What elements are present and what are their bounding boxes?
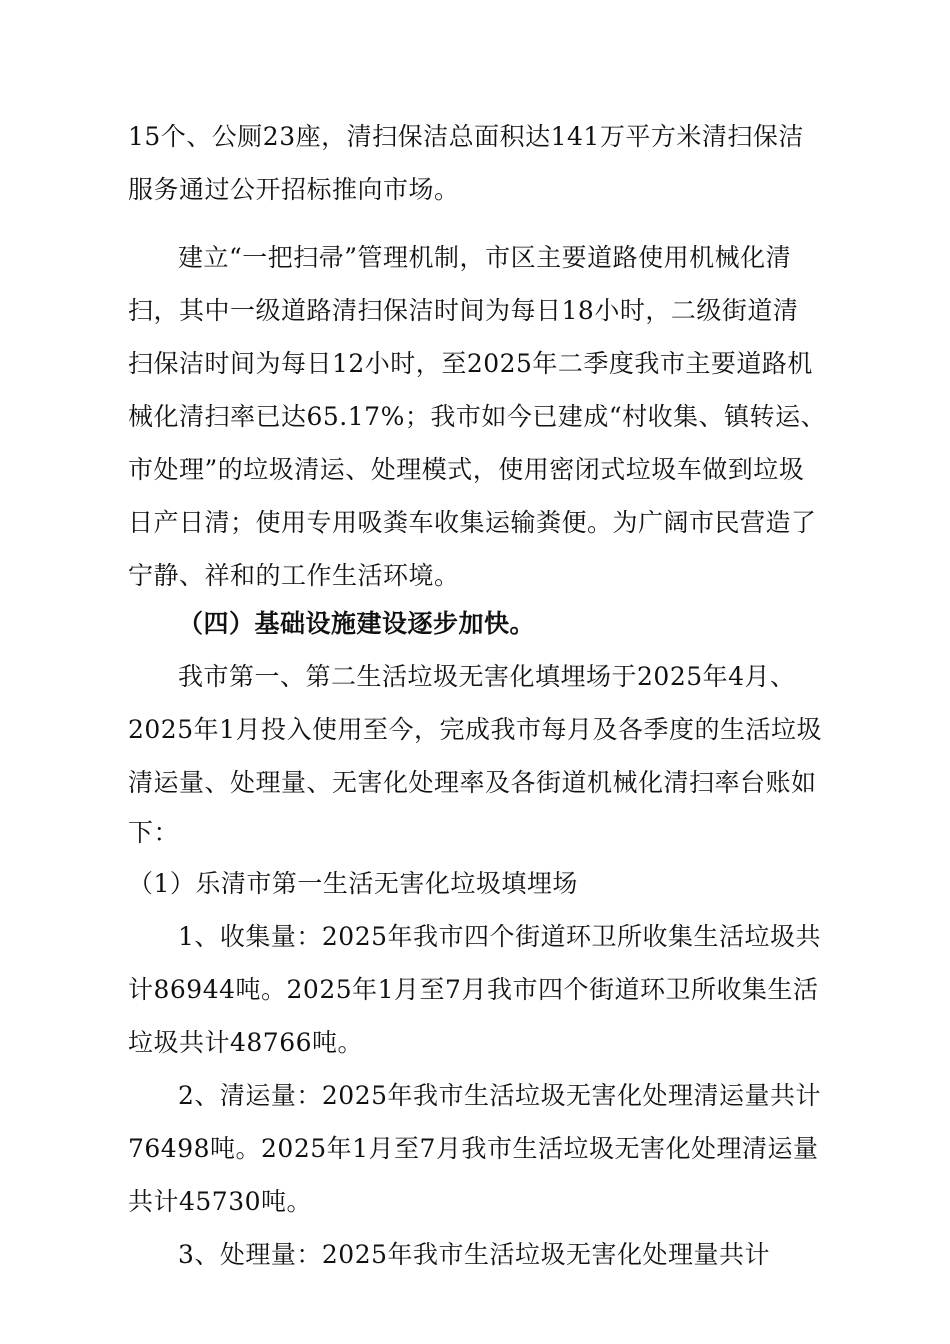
paragraph-first-line: 建立“一把扫帚”管理机制，市区主要道路使用机械化清: [178, 243, 792, 272]
text-line: 共计45730吨。: [128, 1187, 313, 1216]
subsection-heading: （1）乐清市第一生活无害化垃圾填埋场: [128, 869, 578, 898]
text-line: 2025年1月投入使用至今，完成我市每月及各季度的生活垃圾: [128, 715, 823, 744]
paragraph-first-line: 1、收集量：2025年我市四个街道环卫所收集生活垃圾共: [178, 922, 822, 951]
text-line: 下：: [128, 818, 180, 847]
text-line: 15个、公厕23座，清扫保洁总面积达141万平方米清扫保洁: [128, 122, 804, 151]
text-line: 垃圾共计48766吨。: [128, 1028, 364, 1057]
paragraph-first-line: 3、处理量：2025年我市生活垃圾无害化处理量共计: [178, 1240, 771, 1269]
text-line: 76498吨。2025年1月至7月我市生活垃圾无害化处理清运量: [128, 1134, 819, 1163]
text-line: 计86944吨。2025年1月至7月我市四个街道环卫所收集生活: [128, 975, 819, 1004]
text-line: 械化清扫率已达65.17%；我市如今已建成“村收集、镇转运、: [128, 402, 827, 431]
paragraph-first-line: 2、清运量：2025年我市生活垃圾无害化处理清运量共计: [178, 1081, 822, 1110]
text-line: 扫保洁时间为每日12小时，至2025年二季度我市主要道路机: [128, 349, 813, 378]
paragraph-first-line: 我市第一、第二生活垃圾无害化填埋场于2025年4月、: [178, 662, 796, 691]
section-heading: （四）基础设施建设逐步加快。: [178, 609, 536, 638]
text-line: 扫，其中一级道路清扫保洁时间为每日18小时，二级街道清: [128, 296, 799, 325]
text-line: 市处理”的垃圾清运、处理模式，使用密闭式垃圾车做到垃圾: [128, 455, 805, 484]
text-line: 宁静、祥和的工作生活环境。: [128, 561, 460, 590]
text-line: 清运量、处理量、无害化处理率及各街道机械化清扫率台账如: [128, 768, 817, 797]
text-line: 日产日清；使用专用吸粪车收集运输粪便。为广阔市民营造了: [128, 508, 817, 537]
text-line: 服务通过公开招标推向市场。: [128, 175, 460, 204]
